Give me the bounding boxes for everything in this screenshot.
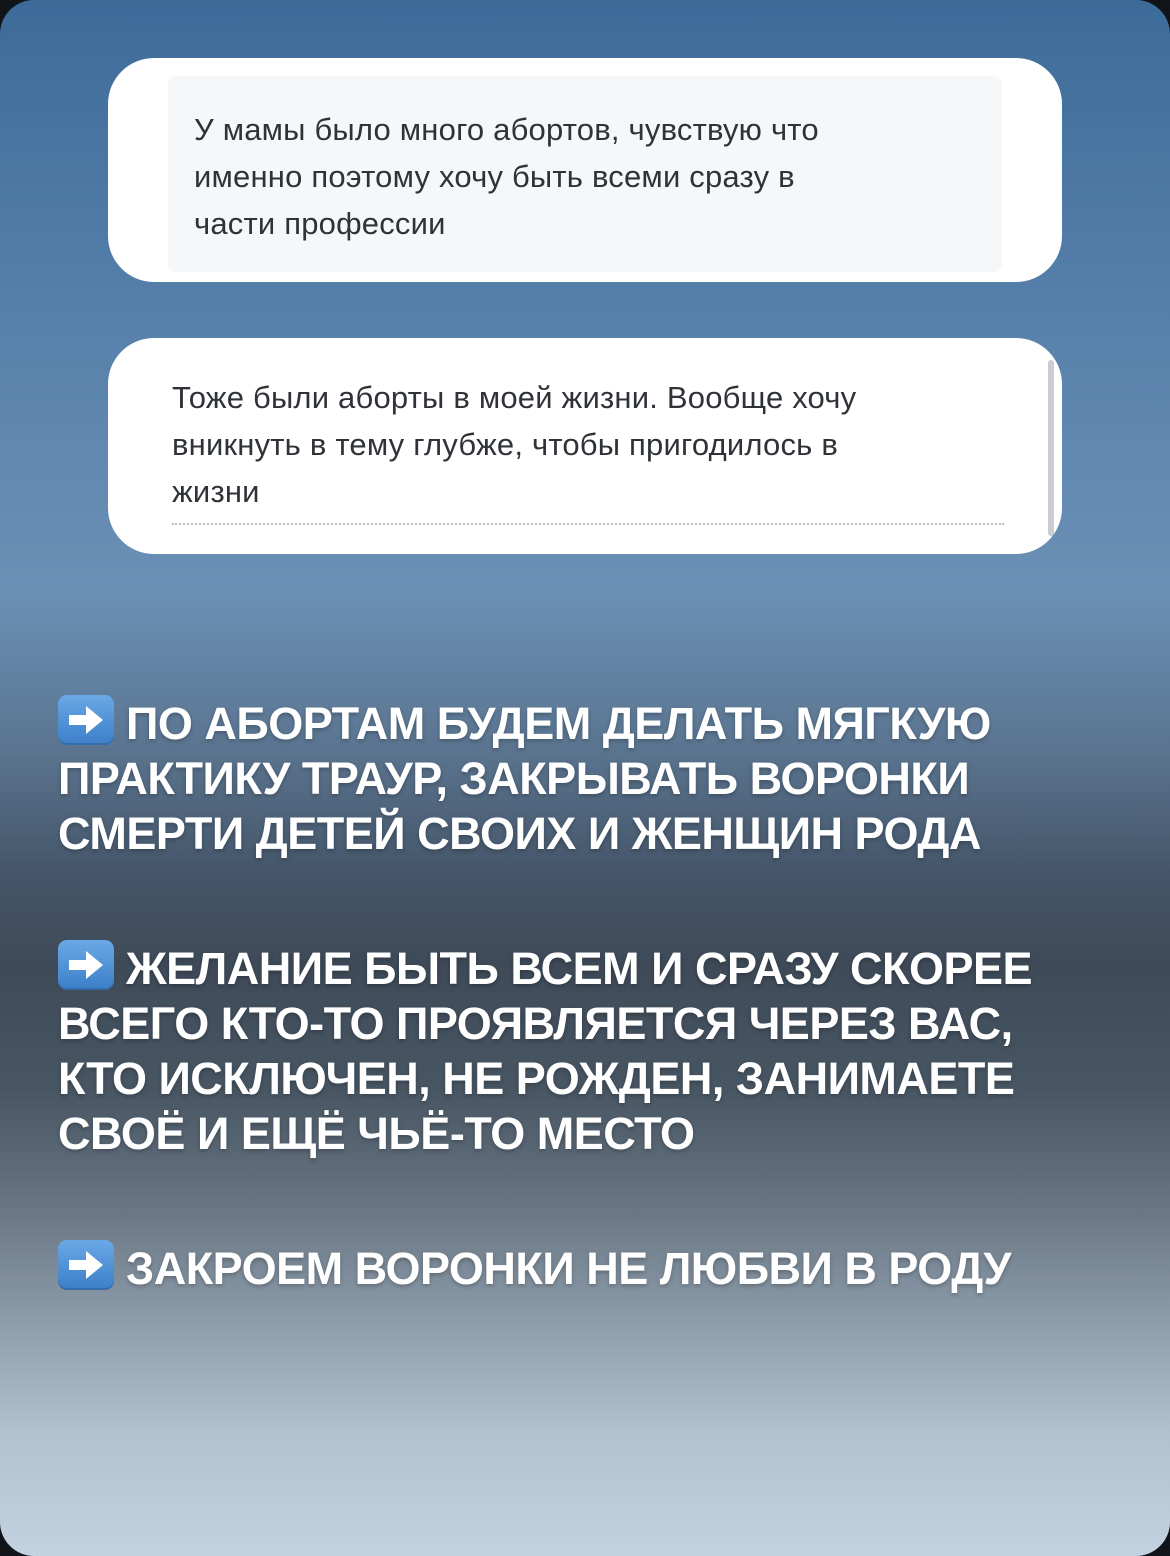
quote-card-own-life <box>108 338 1062 554</box>
right-arrow-icon <box>58 695 114 745</box>
quote-line: Тоже были аборты в моей жизни. Вообще хочу <box>172 380 857 415</box>
quote-line: именно поэтому хочу быть всеми сразу в <box>194 159 795 194</box>
statement-text: ЖЕЛАНИЕ БЫТЬ ВСЕМ И СРАЗУ СКОРЕЕ <box>126 943 1033 994</box>
statement-line: СВОЁ И ЕЩЁ ЧЬЁ-ТО МЕСТО <box>58 1108 695 1159</box>
quote-bubble <box>168 76 1002 272</box>
right-arrow-icon <box>58 1240 114 1290</box>
quote-line: вникнуть в тему глубже, чтобы пригодилось в <box>172 427 839 462</box>
statement-line: СМЕРТИ ДЕТЕЙ СВОИХ И ЖЕНЩИН РОДА <box>58 808 981 859</box>
statement-item <box>58 940 1138 1161</box>
statement-line <box>58 1240 1138 1296</box>
quote-bubble <box>172 374 1004 525</box>
statement-line <box>58 940 1138 996</box>
statement-item <box>58 1240 1138 1296</box>
statement-text: ПО АБОРТАМ БУДЕМ ДЕЛАТЬ МЯГКУЮ <box>126 698 991 749</box>
quote-text <box>194 106 976 247</box>
quote-line: жизни <box>172 474 260 509</box>
quote-line: части профессии <box>194 206 446 241</box>
quote-card-mother <box>108 58 1062 282</box>
quote-text <box>172 374 1004 515</box>
statement-line: КТО ИСКЛЮЧЕН, НЕ РОЖДЕН, ЗАНИМАЕТЕ <box>58 1053 1015 1104</box>
statement-line: ВСЕГО КТО-ТО ПРОЯВЛЯЕТСЯ ЧЕРЕЗ ВАС, <box>58 998 1013 1049</box>
statements-list <box>58 695 1138 1375</box>
statement-item <box>58 695 1138 861</box>
statement-line: ПРАКТИКУ ТРАУР, ЗАКРЫВАТЬ ВОРОНКИ <box>58 753 970 804</box>
quote-line: У мамы было много абортов, чувствую что <box>194 112 819 147</box>
statement-line <box>58 695 1138 751</box>
right-arrow-icon <box>58 940 114 990</box>
scroll-edge <box>1048 360 1054 536</box>
statement-text: ЗАКРОЕМ ВОРОНКИ НЕ ЛЮБВИ В РОДУ <box>126 1243 1011 1294</box>
